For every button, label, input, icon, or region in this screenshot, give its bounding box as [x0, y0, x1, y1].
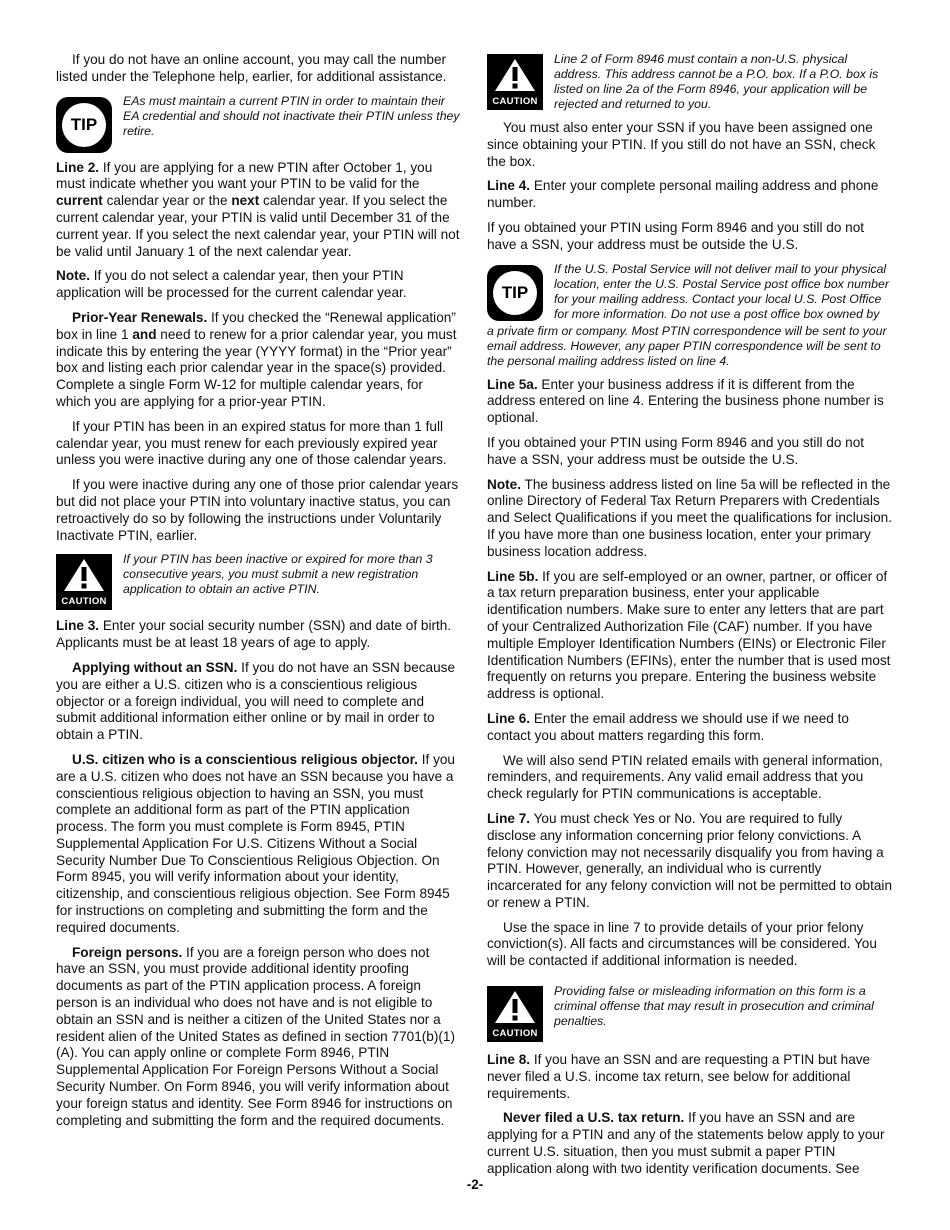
caution-text: Line 2 of Form 8946 must contain a non-U.S. physical address. This address cannot be a P.O. box. If a P.O. box is listed on line 2a of the Form 8946, your application will be rejected and returned to you. — [554, 52, 879, 111]
paragraph-emails: We will also send PTIN related emails with general information, reminders, and requirements. Any valid email address that you check regularly for PTIN communications is acceptable. — [487, 752, 883, 802]
caution-callout-false-info — [487, 984, 892, 1042]
paragraph-line-5a: Line 5a. Enter your business address if it is different from the address entered on line 4. Entering the business phone number is optional. — [487, 376, 884, 426]
paragraph-note-directory: Note. The business address listed on line 5a will be reflected in the online Directory of Federal Tax Return Preparers with Credentials and Select Qualifications if you meet the qualifications for inclusion. If you have more than one business location, enter your primary business location address. — [487, 476, 893, 559]
paragraph-expired-status: If your PTIN has been in an expired status for more than 1 full calendar year, you must renew for each previously expired year unless you were inactive during any one of those calendar years. — [56, 418, 447, 468]
line-2-label: Line 2. — [56, 159, 100, 175]
paragraph-line-6: Line 6. Enter the email address we should use if we need to contact you about matters regarding this form. — [487, 710, 849, 743]
paragraph-never-filed: Never filed a U.S. tax return. If you have an SSN and are applying for a PTIN and any of the statements below apply to your current U.S. situation, then you must submit a paper PTIN application along with two identity verification documents. See — [487, 1110, 885, 1176]
paragraph-line-5b: Line 5b. If you are self-employed or an owner, partner, or officer of a tax return preparation business, enter your applicable identification numbers. Make sure to enter any letters that are part of your Centralized Authorization File (CAF) number. If you have multiple Employer Identification Numbers (EINs) or Electronic Filer Identification Numbers (EFINs), enter the number that is used most frequently on returns you prepare. Entering the business website address is optional. — [487, 568, 891, 702]
paragraph-note: Note. If you do not select a calendar year, then your PTIN application will be processed for the current calendar year. — [56, 268, 407, 301]
tip-icon: TIP — [487, 265, 543, 321]
caution-icon: CAUTION — [56, 554, 112, 610]
caution-text: If your PTIN has been inactive or expired for more than 3 consecutive years, you must submit a new registration application to obtain an active PTIN. — [123, 552, 433, 597]
page-number: -2- — [466, 1177, 484, 1192]
paragraph-line-3: Line 3. Enter your social security number (SSN) and date of birth. Applicants must be at least 18 years of age to apply. — [56, 618, 452, 651]
caution-text: Providing false or misleading information on this form is a criminal offense that may result in prosecution and criminal penalties. — [554, 984, 874, 1029]
tip-text: EAs must maintain a current PTIN in order to maintain their EA credential and should not inactivate their PTIN unless they retire. — [123, 93, 460, 138]
tip-text: If the U.S. Postal Service will not deliver mail to your physical location, enter the U.S. Postal Service post office box number for your mailing address. Contact your local U.S. Post Office for more information. Do not use a post office box owned by — [554, 261, 889, 321]
tip-icon: TIP — [56, 97, 112, 153]
paragraph-applying-without-ssn: Applying without an SSN. If you do not have an SSN because you are either a U.S. citizen who is a conscientious religious objector or a foreign individual, you will need to complete and submit additional information either online or by mail in order to obtain a PTIN. — [56, 659, 456, 743]
paragraph-enter-ssn: You must also enter your SSN if you have been assigned one since obtaining your PTIN. If you still do not have an SSN, check the box. — [487, 120, 876, 169]
tip-callout-ea — [56, 94, 461, 152]
paragraph-line-2: Line 2. If you are applying for a new PTIN after October 1, you must indicate whether you want your PTIN to be valid for the current calendar year or the next calendar year. If you select the current calendar year, your PTIN is valid until December 31 of the current year. If you select the next calendar year, your PTIN will not be valid until January 1 of the next calendar year. — [56, 159, 460, 259]
paragraph-prior-year-renewals: Prior-Year Renewals. If you checked the “Renewal application” box in line 1 and need to renew for a prior calendar year, you must indicate this by entering the year (YYYY format) in the “Prior year” box and listing each prior calendar year in the space(s) provided. Complete a single Form W-12 for multiple calendar years, for which you are applying for a prior-year PTIN. — [56, 309, 457, 409]
tip-callout-postal — [487, 262, 892, 322]
paragraph-form-8946-address-2: If you obtained your PTIN using Form 8946 and you still do not have a SSN, your address must be outside the U.S. — [487, 434, 865, 467]
caution-icon: CAUTION — [487, 986, 543, 1042]
paragraph-foreign-persons: Foreign persons. If you are a foreign person who does not have an SSN, you must provide additional identity proofing documents as part of the PTIN application process. A foreign person is an individual who does not have and is not eligible to obtain an SSN and is neither a citizen of the United States nor a resident alien of the United States as defined in section 7701(b)(1)(A). You can apply online or complete Form 8946, PTIN Supplemental Application For Foreign Persons Without a Social Security Number. On Form 8946, you will verify information about your foreign status and identity. See Form 8946 for instructions on completing and submitting the form and the required documents. — [56, 944, 455, 1128]
paragraph-us-citizen-objector: U.S. citizen who is a conscientious religious objector. If you are a U.S. citizen who does not have an SSN because you have a conscientious religious objection to having an SSN, you must complete an additional form as part of the PTIN application process. The form you must complete is Form 8945, PTIN Supplemental Application For U.S. Citizens Without a Social Security Number Due To Conscientious Religious Objection. On Form 8945, you will verify information about your identity, citizenship, and conscientious religious objection. See Form 8945 for instructions on completing and submitting the form and the required documents. — [56, 751, 455, 935]
caution-callout-inactive — [56, 552, 461, 610]
tip-text-continued: a private firm or company. Most PTIN correspondence will be sent to your email address. However, any paper PTIN correspondence will be sent to the personal mailing address listed on line 4. — [487, 323, 887, 368]
paragraph-inactive: If you were inactive during any one of those prior calendar years but did not place your PTIN into voluntary inactive status, you can retroactively do so by following the instructions under Voluntarily Inactivate PTIN, earlier. — [56, 477, 459, 543]
caution-icon: CAUTION — [487, 54, 543, 110]
paragraph-online-account: If you do not have an online account, you may call the number listed under the Telephone help, earlier, for additional assistance. — [56, 52, 447, 84]
paragraph-felony-details: Use the space in line 7 to provide details of your prior felony conviction(s). All facts and circumstances will be considered. You will be contacted if additional information is needed. — [487, 919, 877, 969]
paragraph-form-8946-address: If you obtained your PTIN using Form 8946 and you still do not have a SSN, your address must be outside the U.S. — [487, 219, 865, 252]
paragraph-line-7: Line 7. You must check Yes or No. You are required to fully disclose any information concerning prior felony convictions. A felony conviction may not necessarily disqualify you from having a PTIN. However, generally, an individual who is currently incarcerated for any felony conviction will not be permitted to obtain or renew a PTIN. — [487, 810, 893, 910]
paragraph-line-8: Line 8. If you have an SSN and are requesting a PTIN but have never filed a U.S. income tax return, see below for additional requirements. — [487, 1052, 871, 1101]
right-column — [487, 52, 892, 1186]
paragraph-line-4: Line 4. Enter your complete personal mailing address and phone number. — [487, 178, 879, 211]
caution-callout-form-8946 — [487, 52, 892, 112]
left-column — [56, 52, 461, 1137]
